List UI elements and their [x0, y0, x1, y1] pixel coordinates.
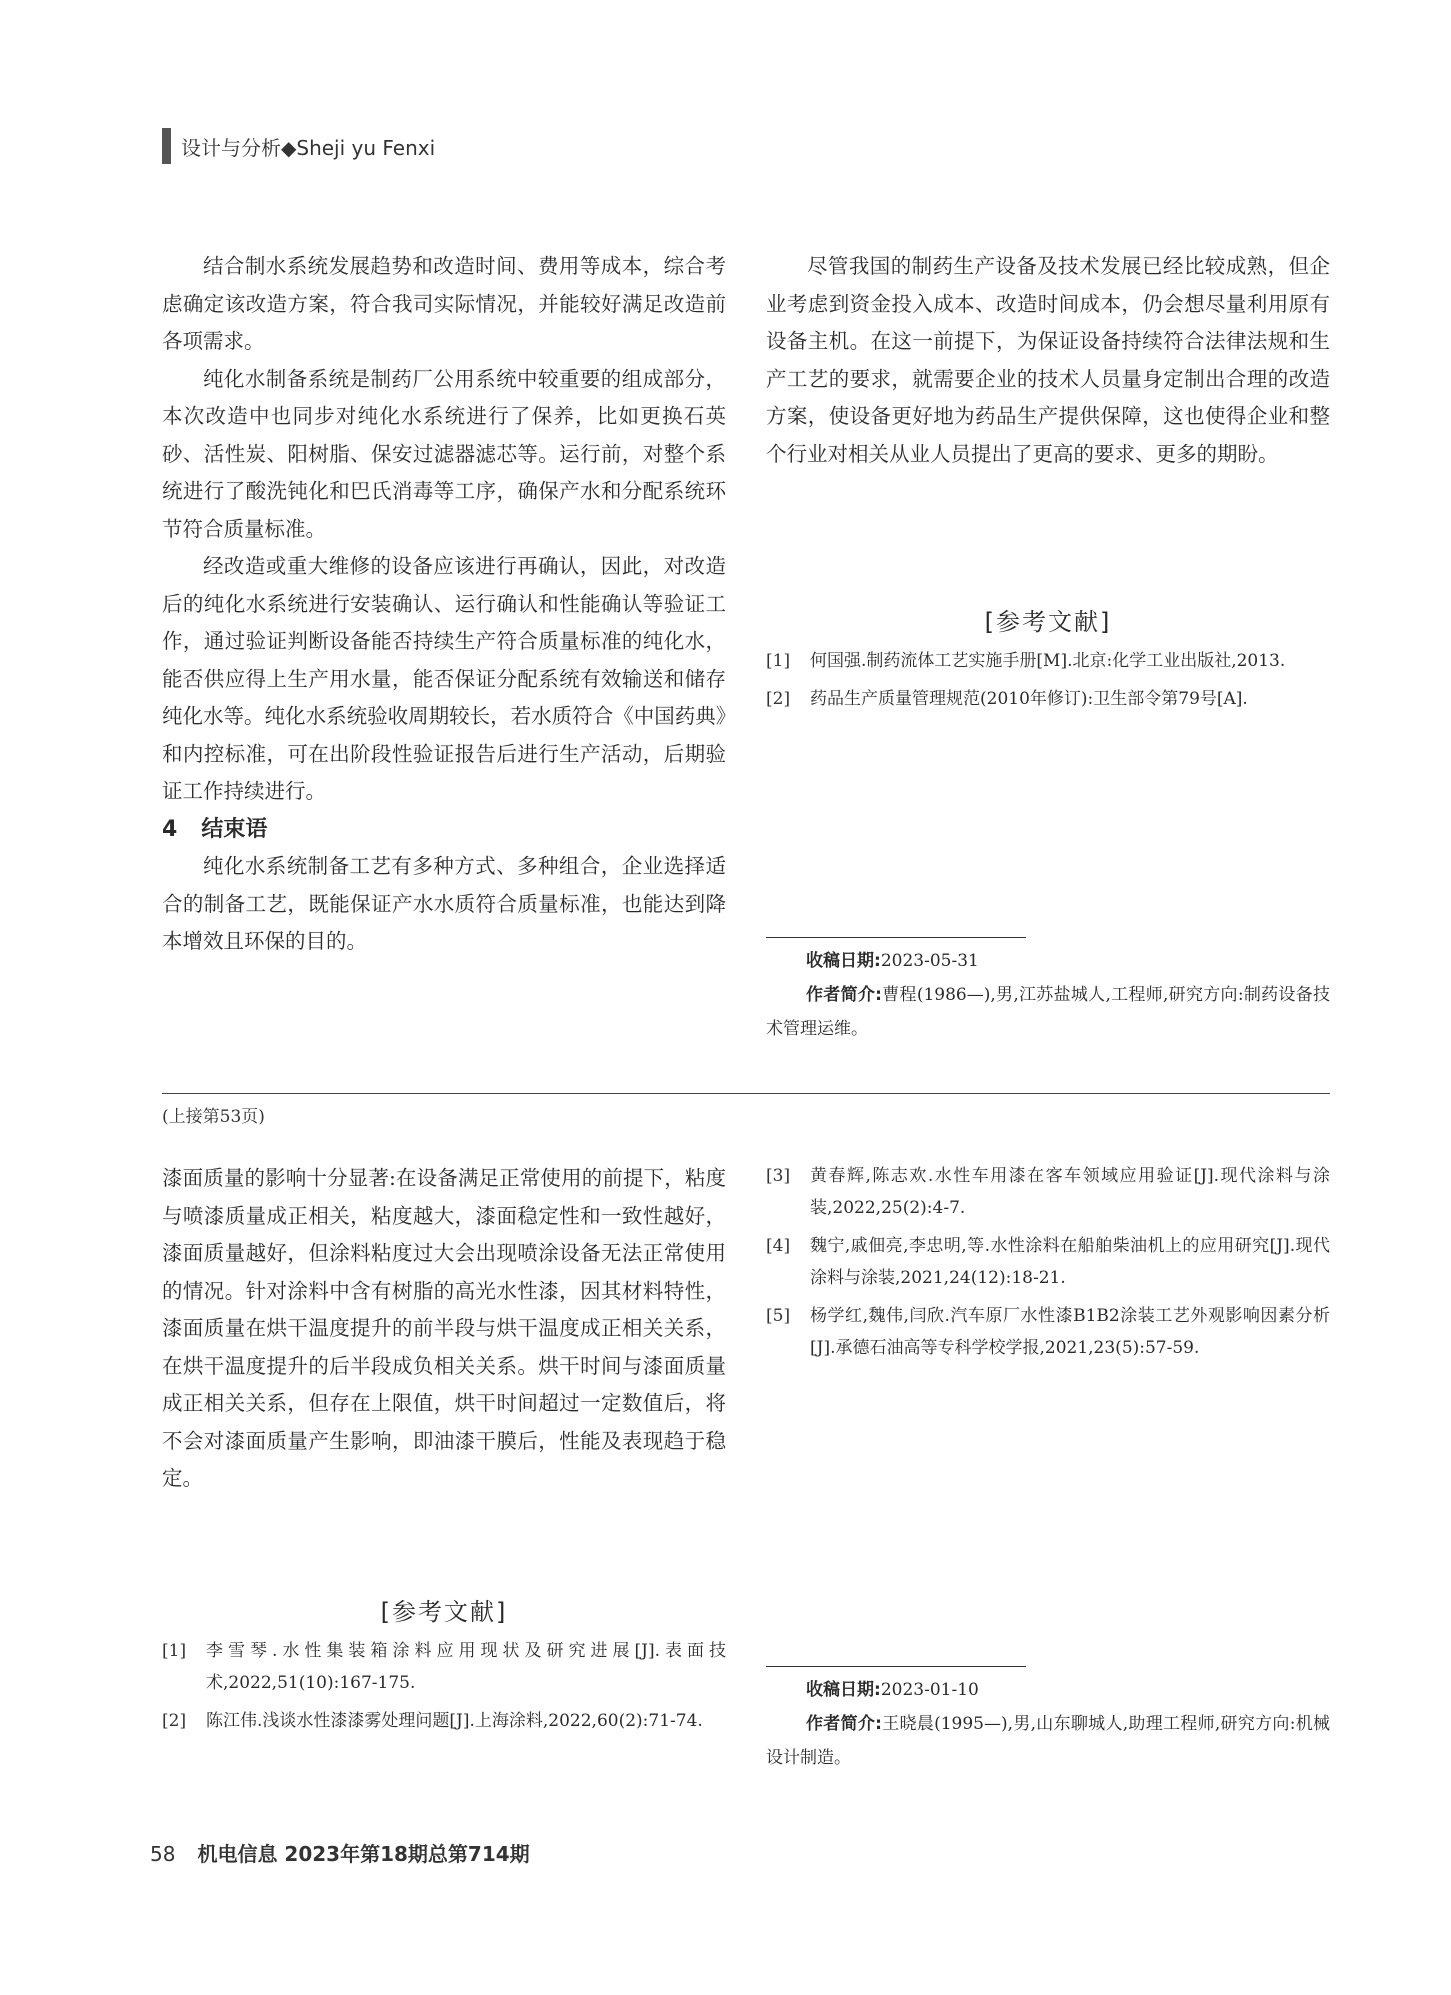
author-info: 王晓晨(1995—),男,山东聊城人,助理工程师,研究方向:机械设计制造。	[766, 1714, 1330, 1768]
body-paragraph: 结合制水系统发展趋势和改造时间、费用等成本，综合考虑确定该改造方案，符合我司实际情况，并能较好满足改造前各项需求。	[162, 254, 726, 353]
article-divider	[162, 1093, 1330, 1094]
reference-text: 魏宁,戚佃亮,李忠明,等.水性涂料在船舶柴油机上的应用研究[J].现代涂料与涂装,2021,24(12):18-21.	[810, 1236, 1330, 1288]
body-paragraph: 漆面质量的影响十分显著:在设备满足正常使用的前提下，粘度与喷漆质量成正相关，粘度越大，漆面稳定性和一致性越好，漆面质量越好，但涂料粘度过大会出现喷涂设备无法正常使用的情况。针对涂料中含有树脂的高光水性漆，因其材料特性，漆面质量在烘干温度提升的前半段与烘干温度成正相关关系，在烘干温度提升的后半段成负相关关系。烘干时间与漆面质量成正相关关系，但存在上限值，烘干时间超过一定数值后，将不会对漆面质量产生影响，即油漆干膜后，性能及表现趋于稳定。	[162, 1166, 726, 1490]
reference-item	[766, 1160, 1330, 1224]
references-heading: [参考文献]	[984, 608, 1112, 636]
reference-text: 黄春辉,陈志欢.水性车用漆在客车领域应用验证[J].现代涂料与涂装,2022,25(2):4-7.	[810, 1166, 1330, 1218]
continued-note: (上接第53页)	[162, 1107, 265, 1127]
lower-right-article-meta	[766, 1666, 1330, 1775]
reference-item	[766, 1300, 1330, 1364]
reference-item	[766, 1230, 1330, 1294]
author-bio	[766, 978, 1330, 1046]
header-bar	[162, 128, 171, 164]
reference-index: [1]	[766, 651, 791, 671]
section-heading	[162, 811, 726, 849]
reference-item	[766, 683, 1330, 715]
references-heading: [参考文献]	[380, 1598, 508, 1626]
reference-item	[766, 645, 1330, 677]
body-paragraph: 纯化水系统制备工艺有多种方式、多种组合，企业选择适合的制备工艺，既能保证产水水质符合质量标准，也能达到降本增效且环保的目的。	[162, 854, 726, 953]
author-label: 作者简介:	[806, 985, 882, 1005]
running-header	[162, 128, 435, 164]
author-bio	[766, 1707, 1330, 1775]
footnote-rule	[766, 937, 1026, 938]
received-label: 收稿日期:	[806, 1680, 881, 1700]
reference-index: [3]	[766, 1166, 791, 1186]
header-section-label: 设计与分析◆Sheji yu Fenxi	[181, 135, 436, 160]
reference-text: 陈江伟.浅谈水性漆漆雾处理问题[J].上海涂料,2022,60(2):71-74.	[206, 1711, 703, 1731]
received-date: 2023-01-10	[880, 1680, 979, 1700]
page-number: 58	[150, 1842, 176, 1866]
author-label: 作者简介:	[806, 1714, 882, 1734]
reference-index: [2]	[162, 1711, 187, 1731]
lower-left-column	[162, 1160, 726, 1498]
reference-item	[162, 1635, 726, 1699]
lower-right-references	[766, 1160, 1330, 1370]
reference-text: 杨学红,魏伟,闫欣.汽车原厂水性漆B1B2涂装工艺外观影响因素分析[J].承德石油高等专科学校学报,2021,23(5):57-59.	[810, 1306, 1330, 1358]
upper-left-column	[162, 248, 726, 961]
reference-index: [4]	[766, 1236, 791, 1256]
reference-index: [5]	[766, 1306, 791, 1326]
received-label: 收稿日期:	[806, 951, 881, 971]
reference-index: [2]	[766, 689, 791, 709]
lower-left-references	[162, 1592, 726, 1743]
received-date-line	[766, 1673, 1330, 1707]
upper-right-references	[766, 602, 1330, 721]
body-paragraph: 经改造或重大维修的设备应该进行再确认，因此，对改造后的纯化水系统进行安装确认、运行确认和性能确认等验证工作，通过验证判断设备能否持续生产符合质量标准的纯化水，能否供应得上生产用水量，能否保证分配系统有效输送和储存纯化水等。纯化水系统验收周期较长，若水质符合《中国药典》和内控标准，可在出阶段性验证报告后进行生产活动，后期验证工作持续进行。	[162, 554, 726, 803]
body-paragraph: 尽管我国的制药生产设备及技术发展已经比较成熟，但企业考虑到资金投入成本、改造时间成本，仍会想尽量利用原有设备主机。在这一前提下，为保证设备持续符合法律法规和生产工艺的要求，就需要企业的技术人员量身定制出合理的改造方案，使设备更好地为药品生产提供保障，这也使得企业和整个行业对相关从业人员提出了更高的要求、更多的期盼。	[766, 254, 1330, 466]
page-footer	[150, 1838, 530, 1867]
upper-right-article-meta	[766, 937, 1330, 1046]
author-info: 曹程(1986—),男,江苏盐城人,工程师,研究方向:制药设备技术管理运维。	[766, 985, 1330, 1039]
reference-text: 药品生产质量管理规范(2010年修订):卫生部令第79号[A].	[810, 689, 1248, 709]
received-date: 2023-05-31	[880, 951, 979, 971]
reference-item	[162, 1705, 726, 1737]
reference-index: [1]	[162, 1641, 187, 1661]
section-title: 结束语	[201, 816, 268, 842]
received-date-line	[766, 944, 1330, 978]
footnote-rule	[766, 1666, 1026, 1667]
section-number: 4	[162, 816, 178, 842]
reference-text: 李雪琴.水性集装箱涂料应用现状及研究进展[J].表面技术,2022,51(10):167-175.	[206, 1641, 726, 1693]
reference-text: 何国强.制药流体工艺实施手册[M].北京:化学工业出版社,2013.	[810, 651, 1286, 671]
journal-issue: 机电信息 2023年第18期总第714期	[197, 1842, 530, 1866]
upper-right-column	[766, 248, 1330, 473]
body-paragraph: 纯化水制备系统是制药厂公用系统中较重要的组成部分，本次改造中也同步对纯化水系统进行了保养，比如更换石英砂、活性炭、阳树脂、保安过滤器滤芯等。运行前，对整个系统进行了酸洗钝化和巴氏消毒等工序，确保产水和分配系统环节符合质量标准。	[162, 366, 726, 541]
